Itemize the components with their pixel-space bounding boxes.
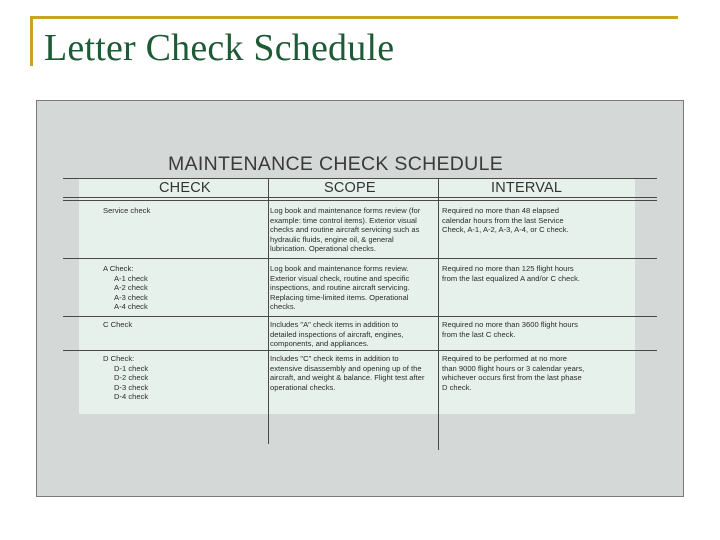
- row-check-c: [103, 320, 132, 330]
- interval-line: Required no more than 125 flight hours: [442, 264, 574, 273]
- scope-line: Includes "C" check items in addition to: [270, 354, 399, 363]
- check-name: Service check: [103, 206, 151, 215]
- scope-line: Exterior visual check, routine and specific: [270, 273, 410, 283]
- scope-line: hydraulic fluids, engine oil, & general: [270, 234, 394, 244]
- row-scope-c: [270, 320, 403, 349]
- scope-line: checks and routine aircraft servicing such as: [270, 225, 420, 235]
- row-interval-a: [442, 264, 580, 283]
- column-separator: [268, 178, 269, 444]
- scope-line: aircraft, and weight & balance. Flight test after: [270, 373, 425, 383]
- column-header-scope: SCOPE: [324, 180, 376, 196]
- sub-check: A-2 check: [114, 283, 148, 293]
- column-separator: [438, 178, 439, 450]
- header-rule-top: [63, 178, 657, 179]
- interval-line: whichever occurs first from the last phase: [442, 373, 582, 383]
- row-check-a: [103, 264, 148, 312]
- sub-check: A-3 check: [114, 292, 148, 302]
- header-rule-bottom-1: [63, 197, 657, 198]
- sub-check: A-4 check: [114, 302, 148, 312]
- row-scope-service: [270, 206, 420, 254]
- scope-line: detailed inspections of aircraft, engines,: [270, 329, 404, 339]
- slide-top-rule: [30, 16, 678, 19]
- interval-line: Required no more than 3600 flight hours: [442, 320, 578, 329]
- scope-line: extensive disassembly and opening up of the: [270, 363, 422, 373]
- scope-line: inspections, and routine aircraft servicing.: [270, 283, 410, 293]
- sub-check: A-1 check: [114, 273, 148, 283]
- check-name: C Check: [103, 320, 133, 329]
- interval-line: Check, A-1, A-2, A-3, A-4, or C check.: [442, 225, 569, 235]
- interval-line: from the last equalized A and/or C check.: [442, 273, 581, 283]
- scope-line: checks.: [270, 302, 296, 312]
- sub-check: D-4 check: [114, 392, 149, 402]
- scope-line: Replacing time-limited items. Operational: [270, 292, 409, 302]
- row-check-service: [103, 206, 150, 216]
- row-interval-service: [442, 206, 569, 235]
- row-check-d: [103, 354, 148, 402]
- scope-line: Log book and maintenance forms review.: [270, 264, 409, 273]
- row-interval-d: [442, 354, 584, 392]
- slide-left-rule: [30, 16, 33, 66]
- row-scope-a: [270, 264, 410, 312]
- row-separator: [63, 258, 657, 259]
- interval-line: calendar hours from the last Service: [442, 215, 564, 225]
- sub-check: D-1 check: [114, 363, 149, 373]
- sub-check: D-3 check: [114, 382, 149, 392]
- scope-line: components, and appliances.: [270, 339, 369, 349]
- figure-title: MAINTENANCE CHECK SCHEDULE: [168, 153, 504, 175]
- interval-line: Required to be performed at no more: [442, 354, 567, 363]
- interval-line: Required no more than 48 elapsed: [442, 206, 559, 215]
- row-scope-d: [270, 354, 425, 392]
- maintenance-schedule-figure: [36, 100, 684, 497]
- interval-line: than 9000 flight hours or 3 calendar years,: [442, 363, 585, 373]
- check-name: D Check:: [103, 354, 135, 363]
- scope-line: Includes "A" check items in addition to: [270, 320, 399, 329]
- scope-line: example: time control items). Exterior visual: [270, 215, 417, 225]
- interval-line: D check.: [442, 382, 472, 392]
- scope-line: Log book and maintenance forms review (for: [270, 206, 421, 215]
- sub-check: D-2 check: [114, 373, 149, 383]
- column-header-interval: INTERVAL: [491, 180, 563, 196]
- row-separator: [63, 316, 657, 317]
- scope-line: lubrication. Operational checks.: [270, 244, 376, 254]
- interval-line: from the last C check.: [442, 329, 516, 339]
- check-name: A Check:: [103, 264, 134, 273]
- scope-line: operational checks.: [270, 382, 336, 392]
- column-header-check: CHECK: [159, 180, 211, 196]
- row-separator: [63, 350, 657, 351]
- slide-title: Letter Check Schedule: [44, 27, 395, 69]
- row-interval-c: [442, 320, 578, 339]
- header-rule-bottom-2: [63, 200, 657, 201]
